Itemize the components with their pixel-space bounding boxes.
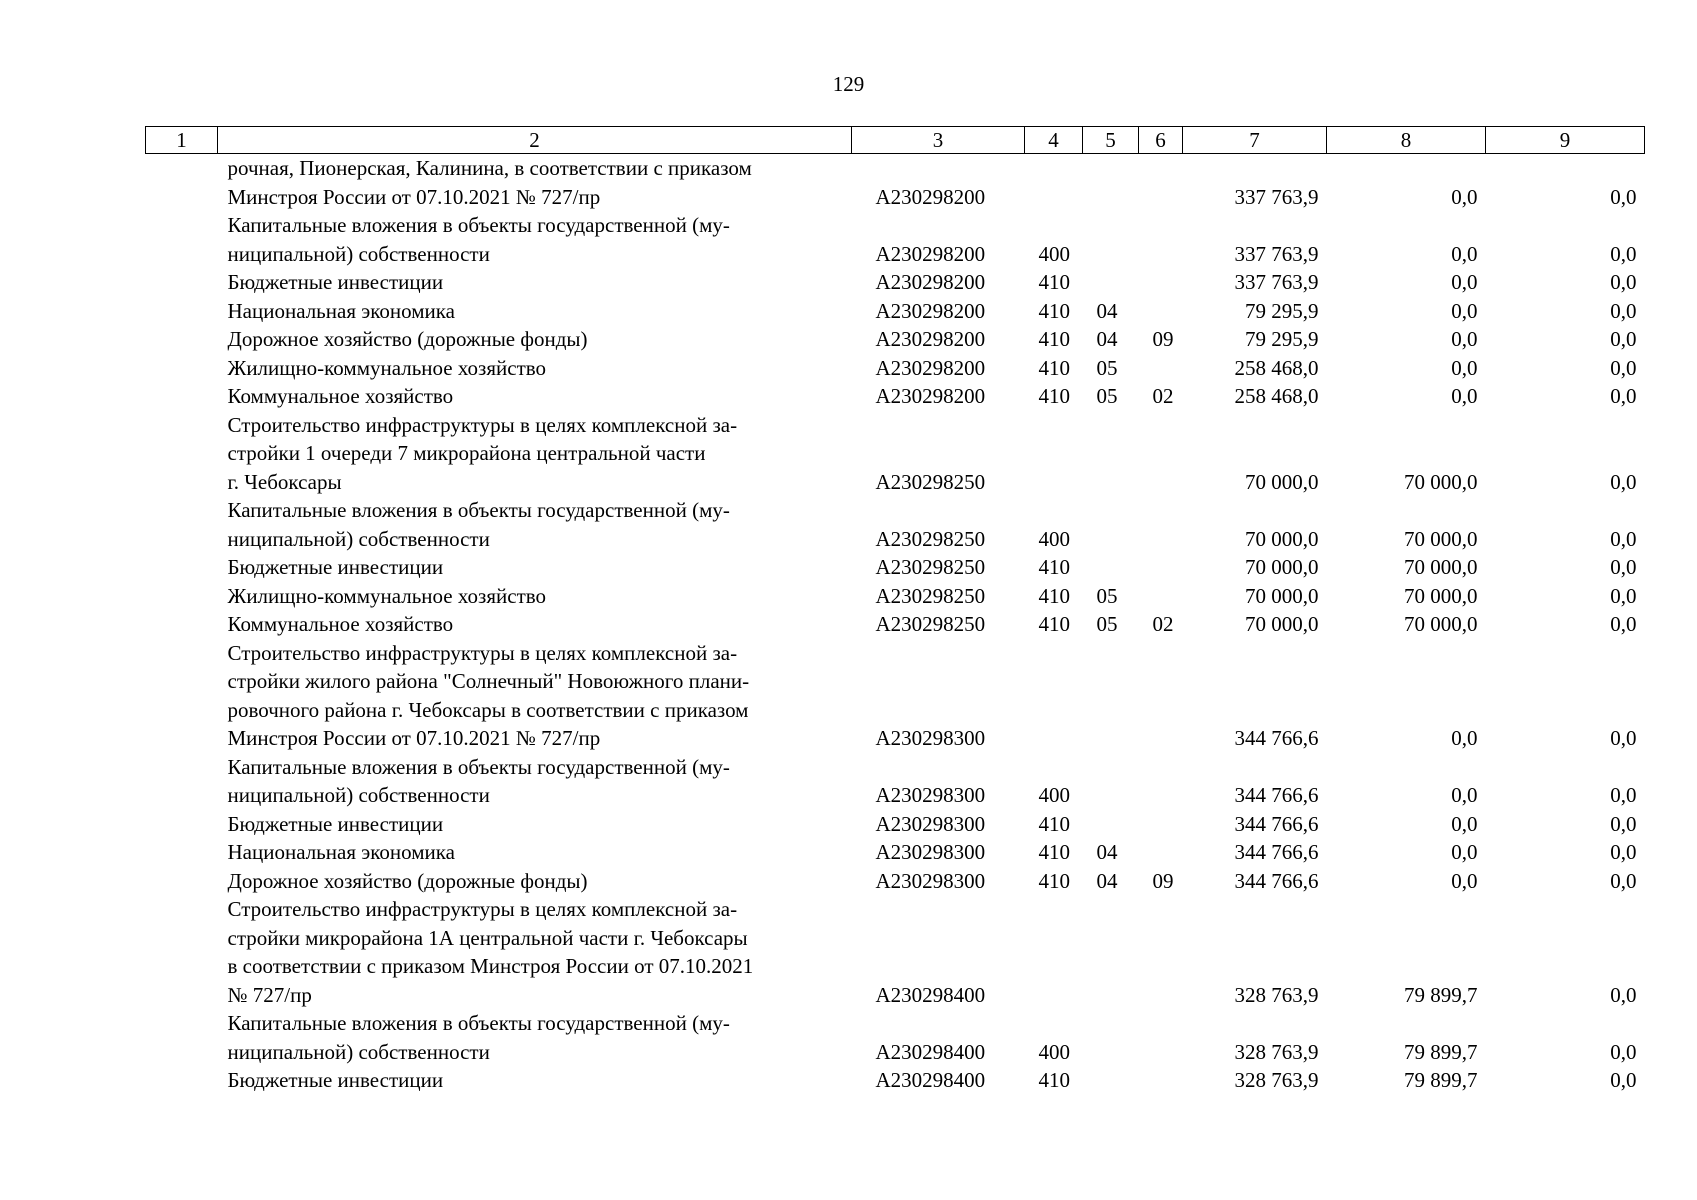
amount-col9-cell: 0,0 (1610, 184, 1637, 209)
amount-col8-cell: 0,0 (1451, 298, 1478, 323)
target-code-cell: А230298400 (875, 1039, 986, 1064)
subsection-cell: 09 (1152, 327, 1174, 351)
expense-type-cell: 410 (1038, 612, 1070, 636)
section-cell (1083, 639, 1139, 753)
column-header-9: 9 (1486, 127, 1645, 154)
amount-col8-cell: 0,0 (1451, 840, 1478, 864)
row-name-line: Строительство инфраструктуры в целях комплексной за- (227, 412, 738, 437)
subsection-cell (1139, 838, 1183, 867)
section-cell: 04 (1096, 840, 1118, 864)
amount-col8-cell: 0,0 (1451, 783, 1478, 807)
amount-col9-cell: 0,0 (1610, 1039, 1637, 1064)
expense-type-cell (1025, 154, 1083, 212)
table-row (146, 867, 1645, 896)
amount-col9-cell: 0,0 (1610, 526, 1637, 551)
target-code-cell: А230298250 (875, 612, 986, 636)
amount-col9-cell: 0,0 (1610, 298, 1637, 323)
row-name-line: Коммунальное хозяйство (227, 612, 454, 636)
subsection-cell (1139, 753, 1183, 810)
row-name-line: Бюджетные инвестиции (227, 811, 444, 836)
expense-type-cell: 410 (1038, 811, 1070, 836)
table-row (146, 1009, 1645, 1066)
table-row (146, 753, 1645, 810)
table-header-row (146, 127, 1645, 154)
row-name-cell (218, 553, 852, 582)
row-name-line: Национальная экономика (227, 840, 455, 864)
row-number-cell (146, 268, 218, 297)
amount-col7-cell: 70 000,0 (1245, 555, 1319, 579)
row-name-cell (218, 268, 852, 297)
target-code-cell: А230298300 (875, 811, 986, 836)
subsection-cell (1139, 211, 1183, 268)
table-row (146, 325, 1645, 354)
amount-col9-cell: 0,0 (1610, 726, 1637, 750)
row-name-line: Жилищно-коммунальное хозяйство (227, 355, 547, 380)
target-code-cell: А230298200 (875, 384, 986, 408)
row-name-cell (218, 411, 852, 497)
table-row (146, 411, 1645, 497)
section-cell (1083, 1066, 1139, 1095)
amount-col7-cell: 328 763,9 (1234, 982, 1319, 1007)
target-code-cell: А230298300 (875, 840, 986, 864)
amount-col8-cell: 70 000,0 (1404, 526, 1478, 551)
target-code-cell: А230298200 (875, 298, 986, 323)
amount-col9-cell: 0,0 (1610, 327, 1637, 351)
expense-type-cell: 410 (1038, 327, 1070, 351)
expense-type-cell (1025, 411, 1083, 497)
row-name-cell (218, 382, 852, 411)
amount-col8-cell: 0,0 (1451, 384, 1478, 408)
row-name-line: ниципальной) собственности (227, 1039, 490, 1064)
amount-col8-cell: 79 899,7 (1404, 982, 1478, 1007)
amount-col7-cell: 344 766,6 (1234, 868, 1319, 893)
amount-col9-cell: 0,0 (1610, 982, 1637, 1007)
row-name-cell (218, 867, 852, 896)
row-name-line: стройки жилого района "Солнечный" Новоюжного плани- (227, 669, 750, 693)
row-name-cell (218, 810, 852, 839)
table-row (146, 382, 1645, 411)
row-name-line: стройки микрорайона 1А центральной части г. Чебоксары (227, 925, 748, 950)
row-name-cell (218, 354, 852, 383)
row-name-cell (218, 838, 852, 867)
row-name-line: № 727/пр (227, 982, 312, 1007)
amount-col8-cell: 79 899,7 (1404, 1039, 1478, 1064)
expense-type-cell: 400 (1038, 241, 1070, 266)
section-cell (1083, 810, 1139, 839)
row-name-cell (218, 325, 852, 354)
row-name-line: Капитальные вложения в объекты государственной (му- (227, 754, 730, 779)
row-number-cell (146, 496, 218, 553)
expense-type-cell: 410 (1038, 1068, 1070, 1092)
subsection-cell (1139, 1009, 1183, 1066)
target-code-cell: А230298400 (875, 1068, 986, 1092)
row-name-line: ниципальной) собственности (227, 783, 490, 807)
amount-col7-cell: 337 763,9 (1234, 270, 1319, 294)
subsection-cell (1139, 496, 1183, 553)
row-number-cell (146, 895, 218, 1009)
table-row (146, 297, 1645, 326)
row-number-cell (146, 867, 218, 896)
expense-type-cell: 410 (1038, 384, 1070, 408)
expense-type-cell: 400 (1038, 1039, 1070, 1064)
row-name-line: Бюджетные инвестиции (227, 270, 444, 294)
amount-col9-cell: 0,0 (1610, 868, 1637, 893)
table-row (146, 211, 1645, 268)
expense-type-cell: 410 (1038, 355, 1070, 380)
subsection-cell (1139, 297, 1183, 326)
amount-col8-cell: 0,0 (1451, 726, 1478, 750)
row-name-line: Бюджетные инвестиции (227, 555, 444, 579)
amount-col7-cell: 344 766,6 (1234, 840, 1319, 864)
amount-col7-cell: 258 468,0 (1234, 384, 1319, 408)
row-name-line: Коммунальное хозяйство (227, 384, 454, 408)
amount-col8-cell: 70 000,0 (1404, 469, 1478, 494)
target-code-cell: А230298300 (875, 783, 986, 807)
row-name-line: рочная, Пионерская, Калинина, в соответствии с приказом (227, 156, 752, 180)
amount-col9-cell: 0,0 (1610, 555, 1637, 579)
target-code-cell: А230298200 (875, 355, 986, 380)
section-cell: 04 (1096, 298, 1118, 323)
row-number-cell (146, 810, 218, 839)
row-number-cell (146, 1009, 218, 1066)
expense-type-cell: 400 (1038, 526, 1070, 551)
section-cell: 05 (1096, 583, 1118, 608)
subsection-cell (1139, 1066, 1183, 1095)
row-name-cell (218, 297, 852, 326)
amount-col9-cell: 0,0 (1610, 270, 1637, 294)
subsection-cell (1139, 810, 1183, 839)
section-cell: 04 (1096, 868, 1118, 893)
row-name-line: Капитальные вложения в объекты государственной (му- (227, 213, 730, 237)
target-code-cell: А230298400 (875, 982, 986, 1007)
table-row (146, 268, 1645, 297)
amount-col7-cell: 258 468,0 (1234, 355, 1319, 380)
amount-col7-cell: 337 763,9 (1234, 184, 1319, 209)
section-cell: 05 (1096, 384, 1118, 408)
amount-col9-cell: 0,0 (1610, 612, 1637, 636)
row-name-cell (218, 582, 852, 611)
row-name-cell (218, 895, 852, 1009)
row-name-cell (218, 753, 852, 810)
section-cell: 05 (1096, 355, 1118, 380)
row-name-line: в соответствии с приказом Минстроя России от 07.10.2021 (227, 954, 754, 978)
row-number-cell (146, 382, 218, 411)
row-name-cell (218, 211, 852, 268)
target-code-cell: А230298250 (875, 469, 986, 494)
subsection-cell (1139, 895, 1183, 1009)
row-name-line: Бюджетные инвестиции (227, 1068, 444, 1092)
amount-col7-cell: 344 766,6 (1234, 811, 1319, 836)
target-code-cell: А230298250 (875, 526, 986, 551)
section-cell (1083, 1009, 1139, 1066)
target-code-cell: А230298200 (875, 270, 986, 294)
row-number-cell (146, 610, 218, 639)
row-name-line: ниципальной) собственности (227, 241, 490, 266)
table-row (146, 582, 1645, 611)
amount-col9-cell: 0,0 (1610, 469, 1637, 494)
amount-col7-cell: 328 763,9 (1234, 1039, 1319, 1064)
expense-type-cell: 410 (1038, 868, 1070, 893)
amount-col8-cell: 70 000,0 (1404, 583, 1478, 608)
column-header-1: 1 (146, 127, 218, 154)
expense-type-cell: 410 (1038, 583, 1070, 608)
amount-col8-cell: 0,0 (1451, 184, 1478, 209)
target-code-cell: А230298200 (875, 327, 986, 351)
table-row (146, 354, 1645, 383)
amount-col9-cell: 0,0 (1610, 583, 1637, 608)
section-cell: 04 (1096, 327, 1118, 351)
row-name-line: Минстроя России от 07.10.2021 № 727/пр (227, 726, 601, 750)
amount-col7-cell: 70 000,0 (1245, 583, 1319, 608)
amount-col7-cell: 79 295,9 (1245, 298, 1319, 323)
amount-col7-cell: 70 000,0 (1245, 469, 1319, 494)
row-number-cell (146, 211, 218, 268)
row-name-line: стройки 1 очереди 7 микрорайона центральной части (227, 441, 706, 465)
section-cell (1083, 496, 1139, 553)
table-body (146, 154, 1645, 1095)
row-name-cell (218, 1009, 852, 1066)
section-cell (1083, 268, 1139, 297)
row-number-cell (146, 325, 218, 354)
amount-col8-cell: 0,0 (1451, 355, 1478, 380)
row-number-cell (146, 582, 218, 611)
section-cell (1083, 553, 1139, 582)
row-number-cell (146, 753, 218, 810)
row-name-cell (218, 496, 852, 553)
target-code-cell: А230298300 (875, 868, 986, 893)
amount-col9-cell: 0,0 (1610, 241, 1637, 266)
table-row (146, 154, 1645, 212)
expense-type-cell: 400 (1038, 783, 1070, 807)
amount-col9-cell: 0,0 (1610, 384, 1637, 408)
expense-type-cell: 410 (1038, 840, 1070, 864)
amount-col8-cell: 0,0 (1451, 270, 1478, 294)
column-header-3: 3 (852, 127, 1025, 154)
page-number: 129 (832, 72, 865, 96)
target-code-cell: А230298250 (875, 555, 986, 579)
amount-col8-cell: 79 899,7 (1404, 1068, 1478, 1092)
amount-col8-cell: 0,0 (1451, 241, 1478, 266)
subsection-cell (1139, 154, 1183, 212)
subsection-cell (1139, 354, 1183, 383)
amount-col9-cell: 0,0 (1610, 811, 1637, 836)
table-row (146, 810, 1645, 839)
amount-col7-cell: 337 763,9 (1234, 241, 1319, 266)
subsection-cell (1139, 639, 1183, 753)
amount-col8-cell: 70 000,0 (1404, 612, 1478, 636)
row-name-line: Капитальные вложения в объекты государственной (му- (227, 498, 730, 522)
column-header-5: 5 (1083, 127, 1139, 154)
row-name-cell (218, 639, 852, 753)
subsection-cell (1139, 411, 1183, 497)
expense-type-cell: 410 (1038, 555, 1070, 579)
table-row (146, 553, 1645, 582)
row-number-cell (146, 838, 218, 867)
subsection-cell (1139, 553, 1183, 582)
amount-col8-cell: 0,0 (1451, 811, 1478, 836)
row-number-cell (146, 354, 218, 383)
amount-col9-cell: 0,0 (1610, 1068, 1637, 1092)
subsection-cell (1139, 582, 1183, 611)
row-name-line: Строительство инфраструктуры в целях комплексной за- (227, 897, 738, 921)
subsection-cell (1139, 268, 1183, 297)
row-number-cell (146, 639, 218, 753)
amount-col7-cell: 70 000,0 (1245, 526, 1319, 551)
row-name-line: Национальная экономика (227, 298, 455, 323)
table-row (146, 838, 1645, 867)
amount-col8-cell: 0,0 (1451, 327, 1478, 351)
row-name-line: Строительство инфраструктуры в целях комплексной за- (227, 640, 738, 665)
section-cell (1083, 753, 1139, 810)
expense-type-cell: 410 (1038, 298, 1070, 323)
column-header-4: 4 (1025, 127, 1083, 154)
row-number-cell (146, 297, 218, 326)
row-number-cell (146, 1066, 218, 1095)
column-header-6: 6 (1139, 127, 1183, 154)
subsection-cell: 02 (1152, 612, 1174, 636)
amount-col7-cell: 79 295,9 (1245, 327, 1319, 351)
section-cell (1083, 411, 1139, 497)
column-header-2: 2 (218, 127, 852, 154)
amount-col7-cell: 344 766,6 (1234, 726, 1319, 750)
row-number-cell (146, 154, 218, 212)
table-row (146, 610, 1645, 639)
amount-col9-cell: 0,0 (1610, 783, 1637, 807)
table-row (146, 496, 1645, 553)
amount-col9-cell: 0,0 (1610, 840, 1637, 864)
target-code-cell: А230298300 (875, 726, 986, 750)
expense-type-cell (1025, 895, 1083, 1009)
section-cell (1083, 154, 1139, 212)
target-code-cell: А230298250 (875, 583, 986, 608)
row-number-cell (146, 553, 218, 582)
amount-col7-cell: 344 766,6 (1234, 783, 1319, 807)
section-cell (1083, 895, 1139, 1009)
row-number-cell (146, 411, 218, 497)
row-name-line: Дорожное хозяйство (дорожные фонды) (227, 327, 588, 351)
amount-col7-cell: 328 763,9 (1234, 1068, 1319, 1092)
table-row (146, 639, 1645, 753)
row-name-cell (218, 154, 852, 212)
expense-type-cell (1025, 639, 1083, 753)
subsection-cell: 02 (1152, 384, 1174, 408)
table-row (146, 1066, 1645, 1095)
table-row (146, 895, 1645, 1009)
row-name-cell (218, 610, 852, 639)
expense-type-cell: 410 (1038, 270, 1070, 294)
amount-col8-cell: 70 000,0 (1404, 555, 1478, 579)
section-cell: 05 (1096, 612, 1118, 636)
row-name-line: Капитальные вложения в объекты государственной (му- (227, 1011, 730, 1035)
section-cell (1083, 211, 1139, 268)
row-name-line: ровочного района г. Чебоксары в соответствии с приказом (227, 697, 749, 722)
column-header-7: 7 (1183, 127, 1327, 154)
row-name-line: Минстроя России от 07.10.2021 № 727/пр (227, 184, 601, 209)
target-code-cell: А230298200 (875, 184, 986, 209)
row-name-line: Жилищно-коммунальное хозяйство (227, 583, 547, 608)
subsection-cell: 09 (1152, 868, 1174, 893)
row-name-line: г. Чебоксары (227, 469, 342, 494)
amount-col7-cell: 70 000,0 (1245, 612, 1319, 636)
row-name-line: ниципальной) собственности (227, 526, 490, 551)
row-name-cell (218, 1066, 852, 1095)
amount-col9-cell: 0,0 (1610, 355, 1637, 380)
amount-col8-cell: 0,0 (1451, 868, 1478, 893)
target-code-cell: А230298200 (875, 241, 986, 266)
row-name-line: Дорожное хозяйство (дорожные фонды) (227, 868, 588, 893)
column-header-8: 8 (1327, 127, 1486, 154)
budget-table (145, 126, 1645, 1095)
